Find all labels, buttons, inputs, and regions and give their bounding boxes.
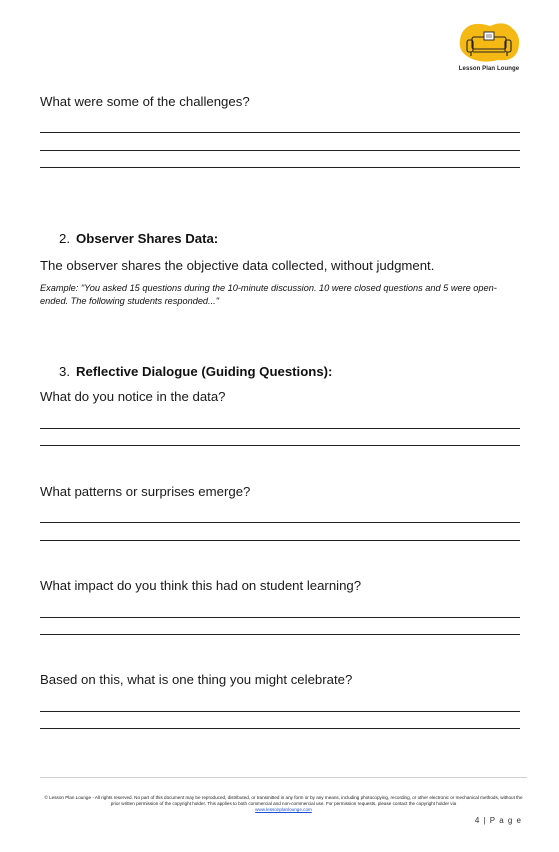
section-3-heading [59,364,332,379]
answer-line [40,617,520,618]
challenges-question: What were some of the challenges? [40,94,250,109]
answer-line [40,540,520,541]
answer-line [40,428,520,429]
guiding-question: What impact do you think this had on student learning? [40,578,362,593]
answer-line [40,711,520,712]
answer-line [40,728,520,729]
section-3-title: Reflective Dialogue (Guiding Questions): [76,364,333,379]
answer-line [40,522,520,523]
section-2-heading [59,231,218,246]
section-2-title: Observer Shares Data: [76,231,219,246]
couch-logo-icon [452,22,526,66]
answer-line [40,634,520,635]
page-number: 4 | P a g e [474,816,522,825]
answer-line [40,132,520,133]
section-2-body: The observer shares the objective data collected, without judgment. [40,258,435,273]
guiding-question: Based on this, what is one thing you might celebrate? [40,672,353,687]
footer-divider [40,777,527,778]
guiding-question: What patterns or surprises emerge? [40,484,251,499]
logo-text: Lesson Plan Lounge [458,66,520,72]
website-link[interactable]: www.lessonplanlounge.com [255,807,312,812]
section-2-example: Example: "You asked 15 questions during the 10-minute discussion. 10 were closed questions and 5 were open-ended. The following students responded..." [40,283,497,306]
section-2-number: 2. [59,231,70,246]
footer-copyright [40,795,527,813]
answer-line [40,167,520,168]
copyright-text: © Lesson Plan Lounge - All rights reserved. No part of this document may be reproduced, distributed, or transmitted in any form or by any means, including photocopying, recording, or other electronic or mechanical methods, without the prior written permission of the copyright holder. This applies to both commercial and non-commercial use. For permission requests, please contact the copyright holder via [44,795,523,806]
answer-line [40,445,520,446]
lesson-plan-lounge-logo [452,22,526,78]
section-3-number: 3. [59,364,70,379]
guiding-question: What do you notice in the data? [40,389,226,404]
answer-line [40,150,520,151]
